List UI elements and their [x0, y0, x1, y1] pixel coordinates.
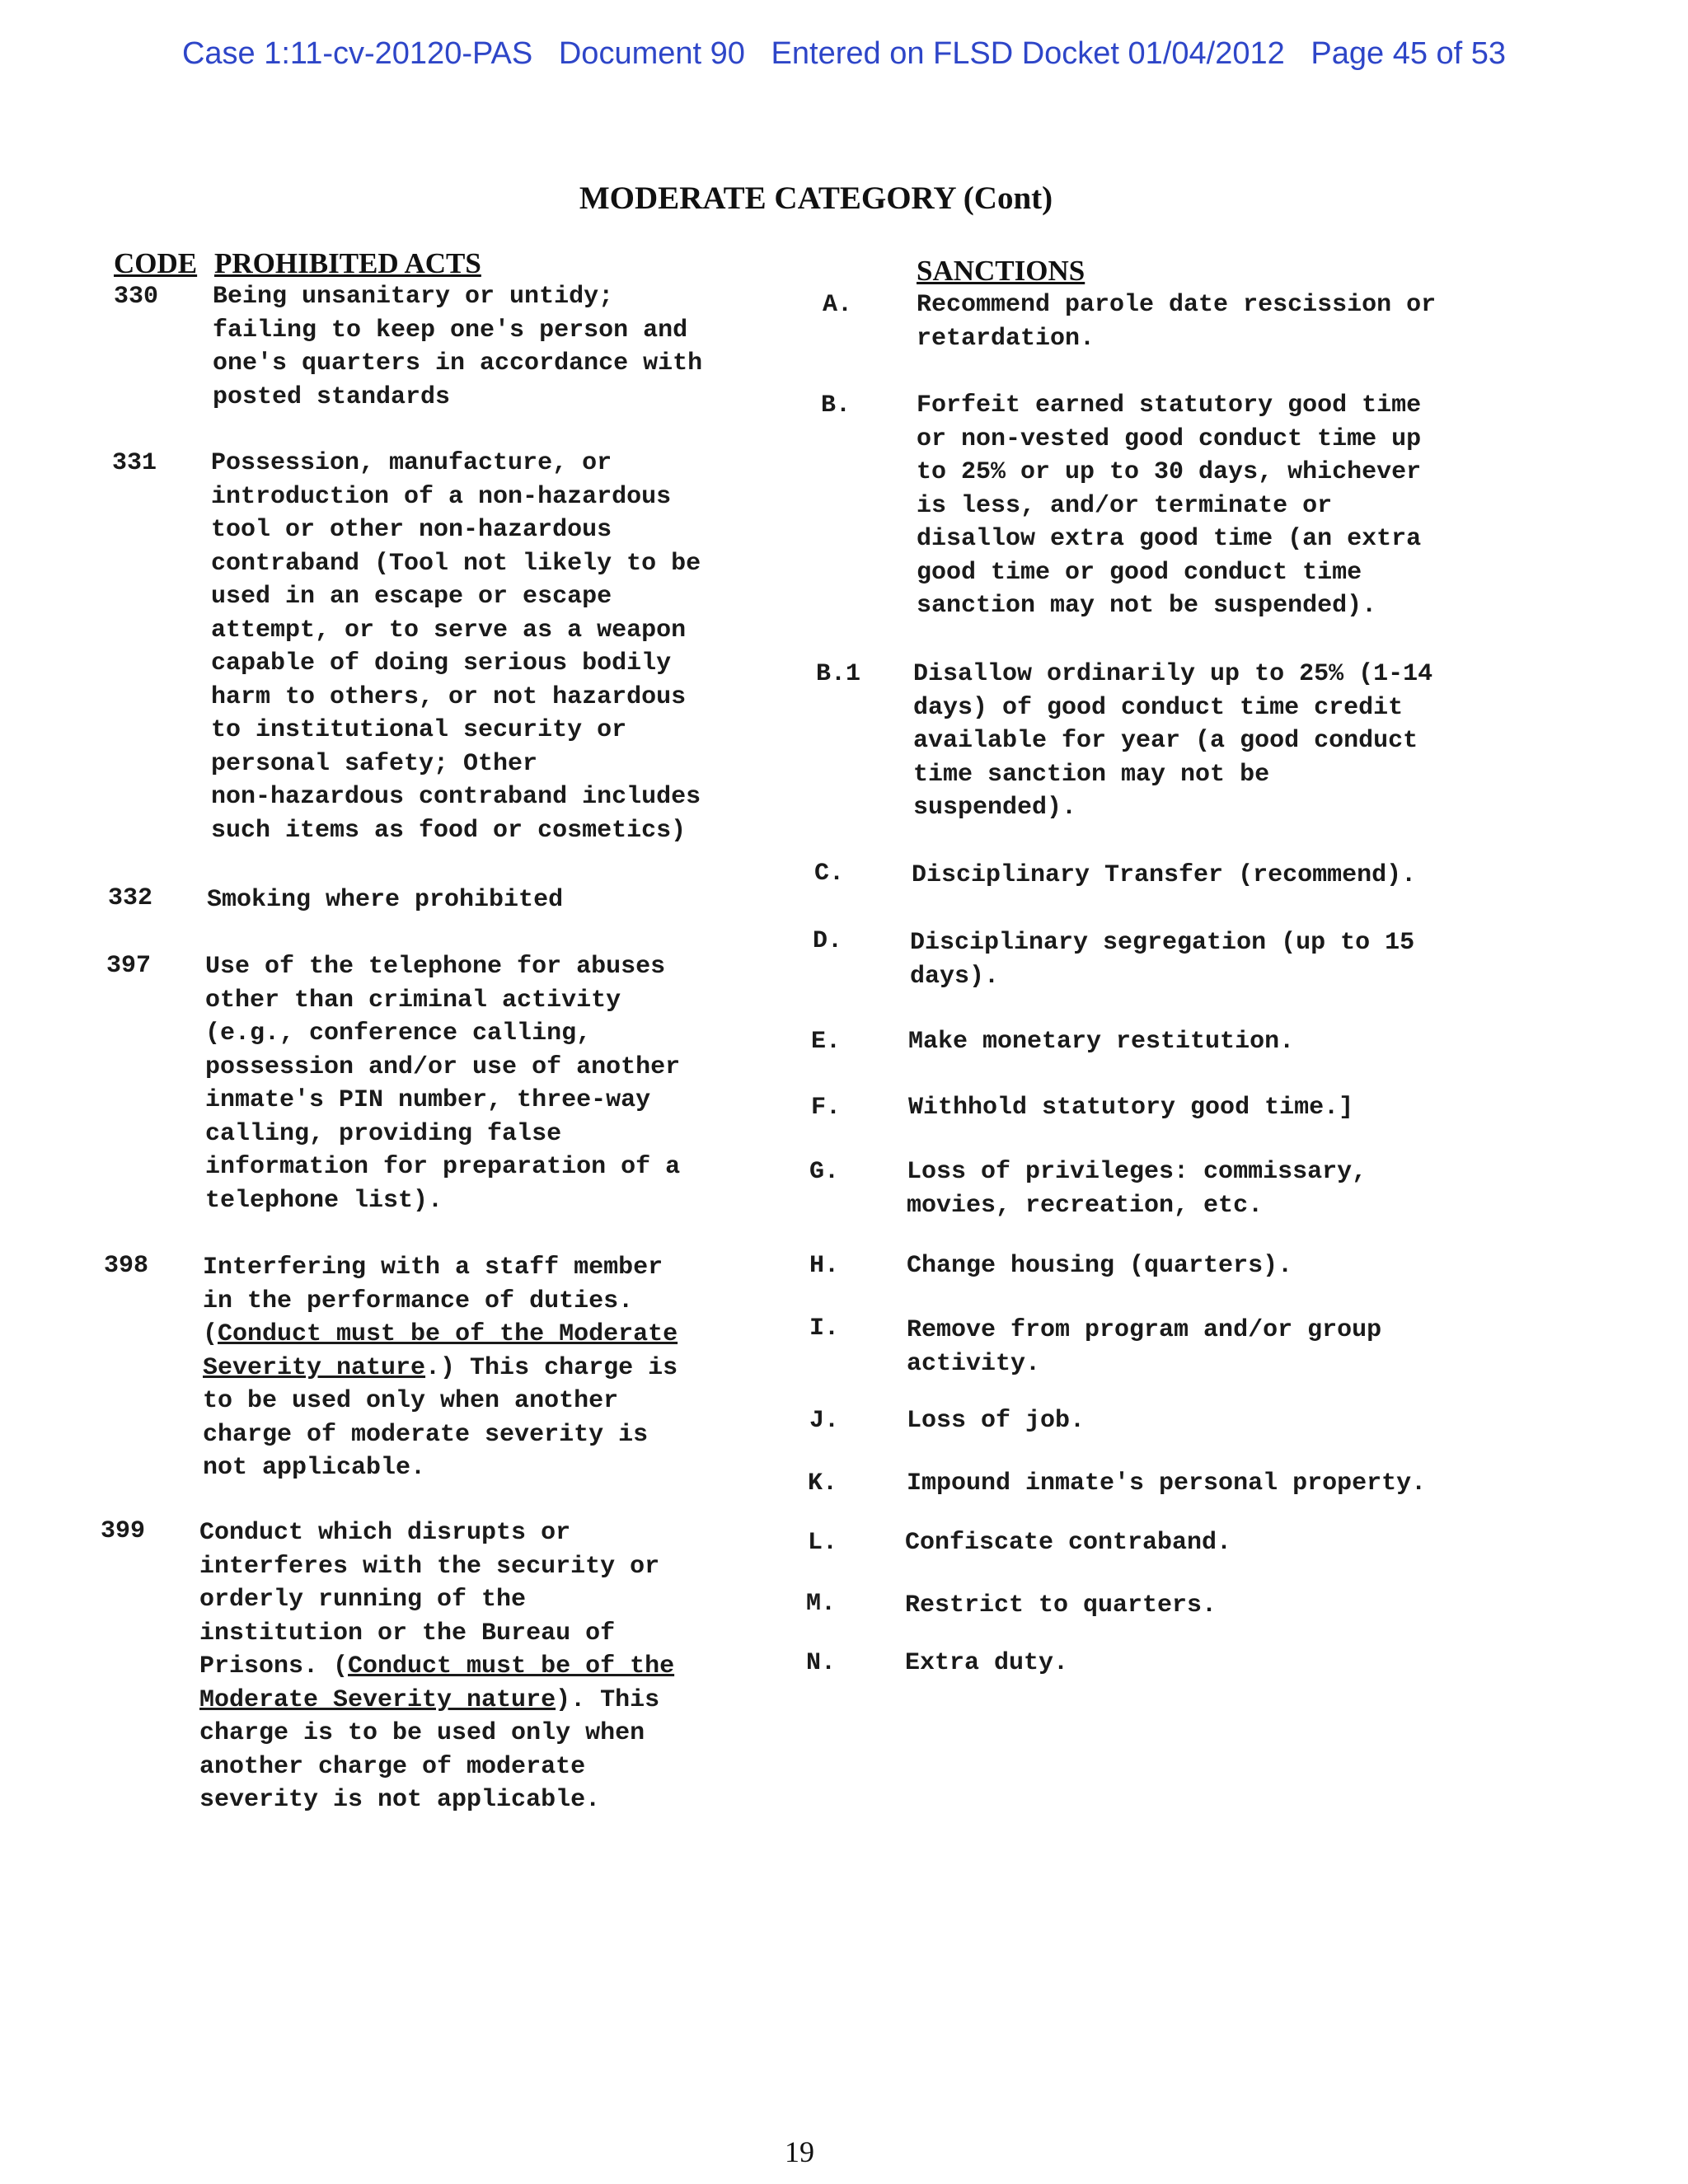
- sanction-letter: E.: [811, 1028, 842, 1056]
- sanction-text: Remove from program and/or group activity.: [907, 1316, 1382, 1378]
- column-header-sanctions: SANCTIONS: [917, 255, 1085, 287]
- act-code: 332: [108, 884, 153, 912]
- sanction-text: Loss of job.: [907, 1407, 1085, 1435]
- sanction-text: Impound inmate's personal property.: [907, 1469, 1427, 1497]
- sanction-text: Recommend parole date rescission or retardation.: [917, 291, 1437, 353]
- sanction-letter: L.: [808, 1529, 838, 1557]
- sanction-text: Extra duty.: [905, 1649, 1069, 1677]
- sanction-letter: C.: [814, 860, 845, 888]
- page-title: MODERATE CATEGORY (Cont): [579, 180, 1053, 216]
- sanction-letter: B.: [821, 391, 851, 419]
- sanction-letter: K.: [808, 1469, 838, 1497]
- act-description: [203, 1251, 678, 1485]
- act-description: Use of the telephone for abuses other than criminal activity (e.g., conference calling, possession and/or use of another inmate's PIN number, three-way calling, providing false information for preparation of a telephone list).: [205, 953, 681, 1215]
- page-number: 19: [785, 2135, 814, 2168]
- sanction-text: Restrict to quarters.: [905, 1591, 1217, 1619]
- sanction-letter: A.: [823, 291, 853, 319]
- docket-header: Case 1:11-cv-20120-PAS Document 90 Entered on FLSD Docket 01/04/2012 Page 45 of 53: [181, 36, 1507, 71]
- sanction-letter: G.: [809, 1158, 840, 1186]
- act-code: 330: [114, 283, 159, 311]
- sanction-text: Forfeit earned statutory good time or non-vested good conduct time up to 25% or up to 30 days, whichever is less, and/or terminate or disallow extra good time (an extra good time or good conduct time sanction may not be suspended).: [917, 391, 1422, 620]
- column-header-code: CODE: [114, 247, 198, 279]
- sanction-letter: N.: [806, 1649, 837, 1677]
- sanction-letter: H.: [809, 1252, 840, 1280]
- act-text: .) This charge is to be used only when another charge of moderate severity is not applicable.: [203, 1353, 678, 1482]
- act-text: Interfering with a staff member in the performance of duties. (: [203, 1254, 663, 1348]
- act-description: Being unsanitary or untidy; failing to keep one's person and one's quarters in accordance with posted standards: [213, 283, 703, 411]
- act-code: 399: [101, 1517, 146, 1545]
- sanction-letter: F.: [811, 1094, 842, 1122]
- sanction-text: Confiscate contraband.: [905, 1529, 1232, 1557]
- sanction-letter: B.1: [816, 660, 861, 688]
- sanction-letter: J.: [809, 1407, 840, 1435]
- sanction-text: Withhold statutory good time.]: [908, 1094, 1354, 1122]
- act-code: 331: [112, 449, 157, 477]
- act-text: ). This charge is to be used only when another charge of moderate severity is not applicable.: [199, 1685, 660, 1814]
- act-text-underlined: Severity nature: [203, 1353, 426, 1382]
- sanction-text: Loss of privileges: commissary, movies, recreation, etc.: [907, 1158, 1367, 1220]
- act-description: Possession, manufacture, or introduction of a non-hazardous tool or other non-hazardous contraband (Tool not likely to be used in an escape or escape attempt, or to serve as a weapon capable of doing serious bodily harm to others, or not hazardous to institutional security or personal safety; Other non-hazardous contraband includes such items as food or cosmetics): [211, 449, 701, 845]
- act-text-underlined: Conduct must be of the: [348, 1652, 675, 1680]
- act-code: 397: [106, 952, 152, 980]
- act-description: [199, 1516, 674, 1817]
- sanction-letter: D.: [813, 927, 843, 955]
- sanction-text: Disciplinary Transfer (recommend).: [912, 861, 1417, 889]
- column-header-prohibited-acts: PROHIBITED ACTS: [214, 247, 481, 279]
- act-description: Smoking where prohibited: [207, 886, 564, 914]
- act-text-underlined: Conduct must be of the Moderate: [218, 1320, 678, 1348]
- sanction-text: Disallow ordinarily up to 25% (1-14 days) of good conduct time credit available for year (a good conduct time sanction may not be suspended).: [913, 660, 1433, 822]
- sanction-letter: M.: [806, 1590, 837, 1618]
- act-text-underlined: Moderate Severity nature: [199, 1685, 556, 1714]
- sanction-text: Change housing (quarters).: [907, 1252, 1293, 1280]
- sanction-letter: I.: [809, 1315, 840, 1343]
- sanction-text: Disciplinary segregation (up to 15 days).: [910, 929, 1415, 991]
- act-code: 398: [104, 1252, 149, 1280]
- act-text: Conduct which disrupts or interferes with the security or orderly running of the institution or the Bureau of Prisons. (: [199, 1519, 660, 1680]
- sanction-text: Make monetary restitution.: [908, 1028, 1295, 1056]
